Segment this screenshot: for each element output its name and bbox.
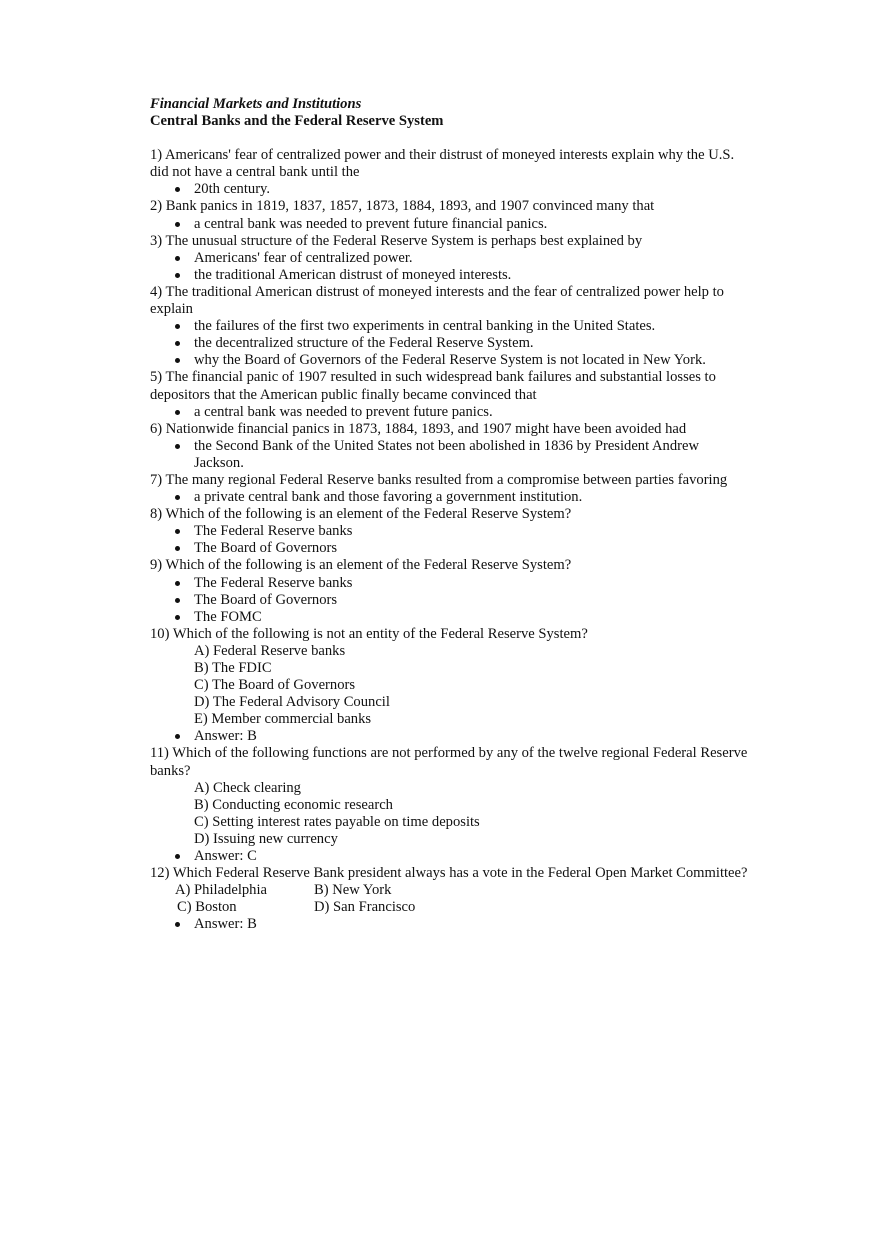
question-4 [150,284,750,369]
answer-options-grid [150,882,750,916]
answer-bullet: the decentralized structure of the Federal Reserve System. [150,335,750,352]
answer-bullet: The Federal Reserve banks [150,523,750,540]
question-text: 1) Americans' fear of centralized power and their distrust of moneyed interests explain why the U.S. did not have a central bank until the [150,147,735,181]
answer-option: B) The FDIC [194,660,272,676]
answer-bullet: Americans' fear of centralized power. [150,250,750,267]
answer-option: C) Boston [177,899,237,916]
answer-option: E) Member commercial banks [194,711,372,728]
question-2 [150,198,750,232]
answer-option: A) Philadelphia [175,882,268,899]
answer-bullet: The Board of Governors [150,592,750,609]
question-1 [150,147,750,198]
question-9 [150,557,750,625]
answer-key: Answer: B [150,728,750,745]
answer-bullet: a private central bank and those favoring a government institution. [150,489,750,506]
question-10 [150,626,750,746]
question-6 [150,421,750,472]
answer-option: D) The Federal Advisory Council [194,694,390,711]
answer-option: B) New York [314,882,392,899]
answer-bullet: a central bank was needed to prevent future panics. [150,404,750,421]
answer-option: C) The Board of Governors [194,677,356,694]
question-5 [150,369,750,420]
question-text: 12) Which Federal Reserve Bank president always has a vote in the Federal Open Market Committee? [150,865,748,882]
answer-bullet: the traditional American distrust of moneyed interests. [150,267,750,284]
question-text: 4) The traditional American distrust of moneyed interests and the fear of centralized power help to explain [150,283,724,318]
question-text: 3) The unusual structure of the Federal Reserve System is perhaps best explained by [150,232,643,249]
answer-option: A) Federal Reserve banks [194,642,346,659]
answer-option: D) Issuing new currency [194,830,338,847]
answer-bullet: The FOMC [150,609,750,626]
question-text: 6) Nationwide financial panics in 1873, 1884, 1893, and 1907 might have been avoided had [150,420,687,437]
question-text: 8) Which of the following is an element of the Federal Reserve System? [150,506,572,523]
answer-key: Answer: B [150,916,750,933]
answer-option: C) Setting interest rates payable on time deposits [194,813,480,830]
question-text: 2) Bank panics in 1819, 1837, 1857, 1873, 1884, 1893, and 1907 convinced many that [150,198,655,215]
question-text: 11) Which of the following functions are not performed by any of the twelve regional Federal Reserve banks? [150,745,748,779]
question-text: 10) Which of the following is not an entity of the Federal Reserve System? [150,625,588,642]
question-7 [150,472,750,506]
question-12 [150,865,750,933]
answer-option: A) Check clearing [194,779,301,796]
question-text: 7) The many regional Federal Reserve banks resulted from a compromise between parties favoring [150,471,728,488]
answer-bullet: 20th century. [150,181,750,198]
question-3 [150,233,750,284]
answer-options-row [150,899,750,916]
question-8 [150,506,750,557]
answer-options-row [150,882,750,899]
question-text: 5) The financial panic of 1907 resulted in such widespread bank failures and substantial losses to depositors that the American public finally became convinced that [150,369,716,403]
question-text: 9) Which of the following is an element of the Federal Reserve System? [150,557,572,574]
question-11 [150,745,750,865]
answer-option: B) Conducting economic research [194,796,393,813]
chapter-title: Central Banks and the Federal Reserve System [150,113,444,130]
course-title: Financial Markets and Institutions [150,96,362,112]
answer-key: Answer: C [150,848,750,865]
answer-bullet: The Board of Governors [150,540,750,557]
answer-bullet: the Second Bank of the United States not been abolished in 1836 by President Andrew Jackson. [150,438,750,472]
answer-bullet: the failures of the first two experiments in central banking in the United States. [150,318,750,335]
document-content [150,96,750,934]
answer-bullet: The Federal Reserve banks [150,575,750,592]
answer-option: D) San Francisco [314,899,416,916]
answer-bullet: why the Board of Governors of the Federal Reserve System is not located in New York. [150,352,750,369]
answer-bullet: a central bank was needed to prevent future financial panics. [150,216,750,233]
